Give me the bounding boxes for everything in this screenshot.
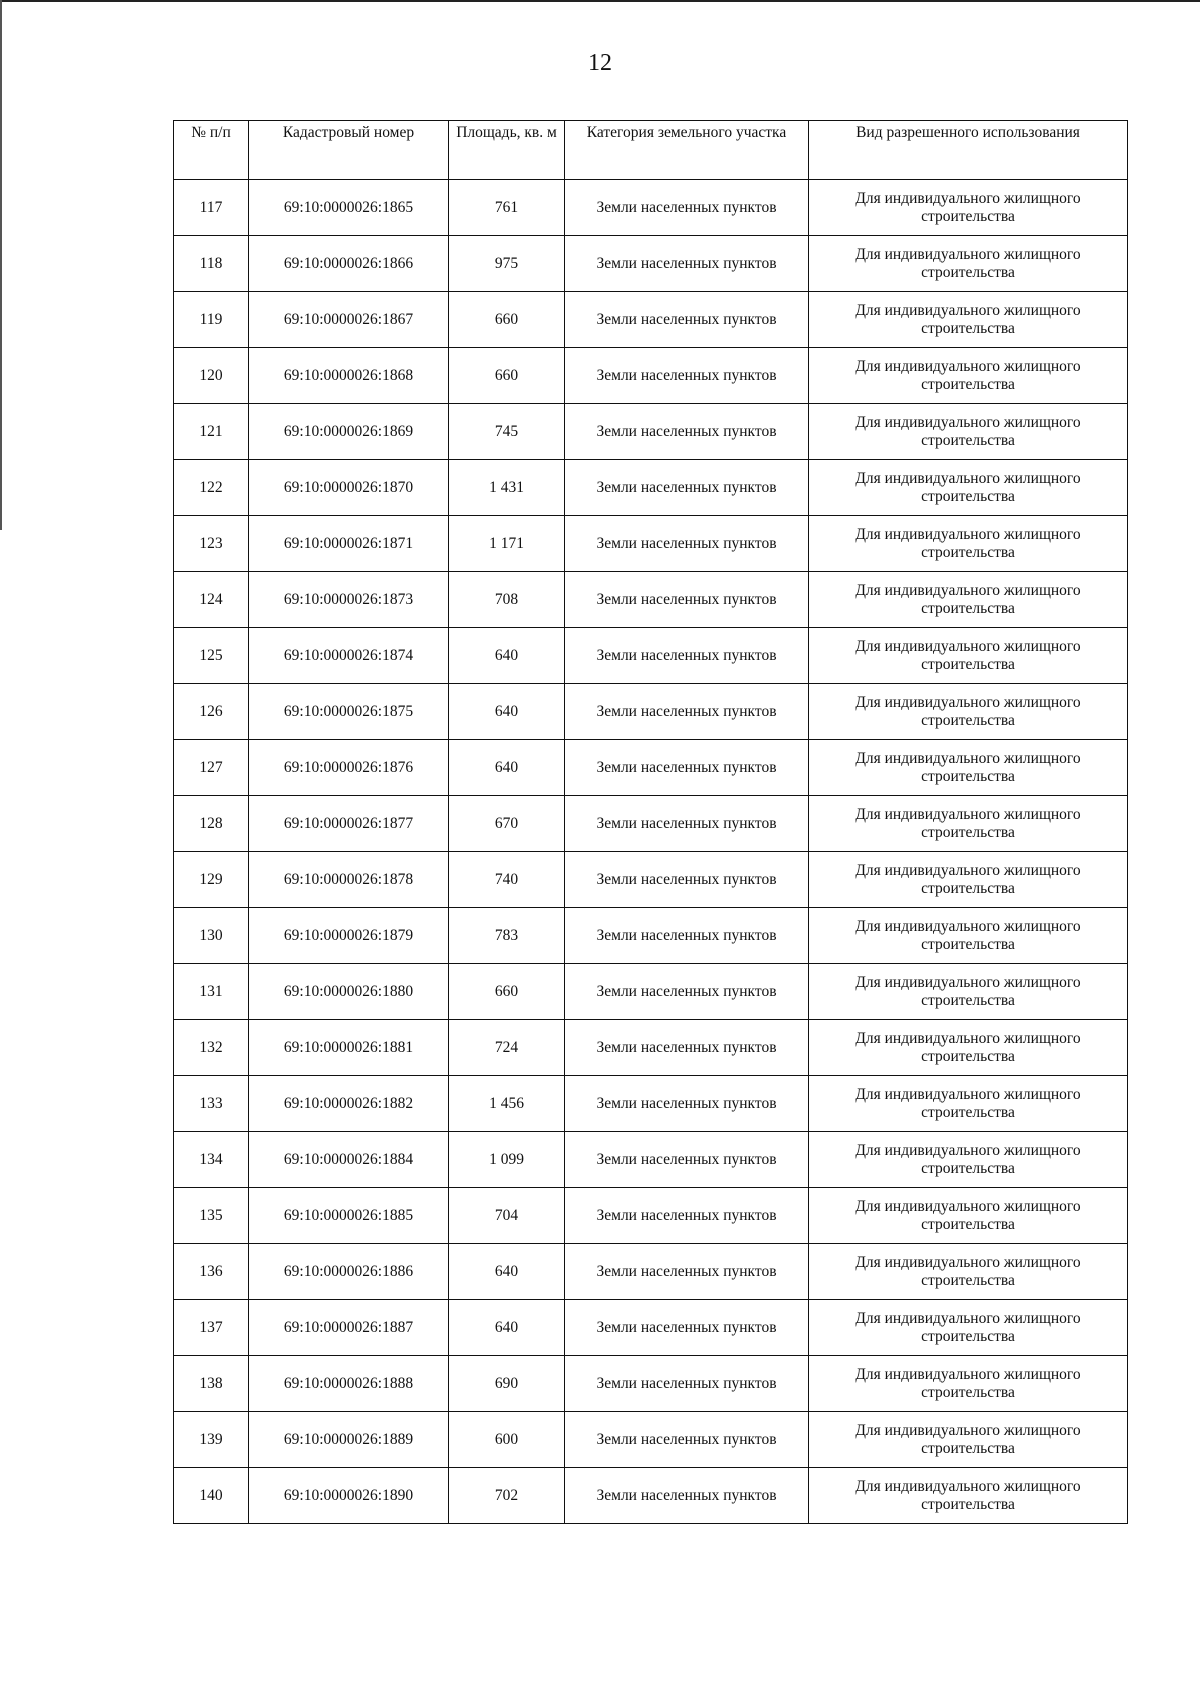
land-plots-table — [173, 120, 1128, 1524]
cell-area: 690 — [449, 1356, 565, 1412]
cell-num: 117 — [174, 180, 249, 236]
table-row — [174, 684, 1128, 740]
table-row — [174, 1356, 1128, 1412]
cell-num: 128 — [174, 796, 249, 852]
cell-cadastral-number: 69:10:0000026:1887 — [249, 1300, 449, 1356]
table-row — [174, 572, 1128, 628]
cell-area: 1 456 — [449, 1076, 565, 1132]
cell-category: Земли населенных пунктов — [565, 404, 809, 460]
top-edge-rule — [0, 0, 1200, 2]
cell-num: 129 — [174, 852, 249, 908]
cell-area: 640 — [449, 1244, 565, 1300]
cell-num: 138 — [174, 1356, 249, 1412]
cell-num: 134 — [174, 1132, 249, 1188]
header-cadastral: Кадастровый номер — [249, 121, 449, 180]
cell-num: 130 — [174, 908, 249, 964]
cell-cadastral-number: 69:10:0000026:1869 — [249, 404, 449, 460]
cell-num: 124 — [174, 572, 249, 628]
header-num: № п/п — [174, 121, 249, 180]
cell-area: 708 — [449, 572, 565, 628]
table-row — [174, 796, 1128, 852]
cell-category: Земли населенных пунктов — [565, 348, 809, 404]
cell-area: 600 — [449, 1412, 565, 1468]
cell-permitted-use: Для индивидуального жилищного строительства — [809, 1244, 1128, 1300]
cell-cadastral-number: 69:10:0000026:1879 — [249, 908, 449, 964]
cell-cadastral-number: 69:10:0000026:1871 — [249, 516, 449, 572]
cell-area: 640 — [449, 684, 565, 740]
cell-permitted-use: Для индивидуального жилищного строительства — [809, 348, 1128, 404]
cell-permitted-use: Для индивидуального жилищного строительства — [809, 740, 1128, 796]
cell-cadastral-number: 69:10:0000026:1867 — [249, 292, 449, 348]
table-row — [174, 180, 1128, 236]
page-number: 12 — [588, 50, 612, 76]
cell-category: Земли населенных пунктов — [565, 852, 809, 908]
cell-num: 123 — [174, 516, 249, 572]
cell-cadastral-number: 69:10:0000026:1882 — [249, 1076, 449, 1132]
cell-category: Земли населенных пунктов — [565, 908, 809, 964]
header-use: Вид разрешенного использования — [809, 121, 1128, 180]
cell-area: 704 — [449, 1188, 565, 1244]
cell-num: 132 — [174, 1020, 249, 1076]
cell-cadastral-number: 69:10:0000026:1877 — [249, 796, 449, 852]
table-row — [174, 740, 1128, 796]
cell-permitted-use: Для индивидуального жилищного строительства — [809, 572, 1128, 628]
table-row — [174, 628, 1128, 684]
cell-permitted-use: Для индивидуального жилищного строительства — [809, 180, 1128, 236]
cell-cadastral-number: 69:10:0000026:1865 — [249, 180, 449, 236]
cell-permitted-use: Для индивидуального жилищного строительства — [809, 908, 1128, 964]
cell-num: 137 — [174, 1300, 249, 1356]
table-row — [174, 1076, 1128, 1132]
cell-category: Земли населенных пунктов — [565, 1132, 809, 1188]
cell-area: 640 — [449, 628, 565, 684]
cell-cadastral-number: 69:10:0000026:1878 — [249, 852, 449, 908]
table-row — [174, 236, 1128, 292]
cell-num: 120 — [174, 348, 249, 404]
cell-permitted-use: Для индивидуального жилищного строительства — [809, 1300, 1128, 1356]
cell-area: 660 — [449, 348, 565, 404]
cell-num: 127 — [174, 740, 249, 796]
cell-permitted-use: Для индивидуального жилищного строительства — [809, 236, 1128, 292]
table-row — [174, 1188, 1128, 1244]
header-area: Площадь, кв. м — [449, 121, 565, 180]
cell-num: 119 — [174, 292, 249, 348]
cell-category: Земли населенных пунктов — [565, 1300, 809, 1356]
cell-area: 783 — [449, 908, 565, 964]
cell-num: 131 — [174, 964, 249, 1020]
cell-cadastral-number: 69:10:0000026:1888 — [249, 1356, 449, 1412]
table-row — [174, 1468, 1128, 1524]
cell-num: 125 — [174, 628, 249, 684]
cell-num: 136 — [174, 1244, 249, 1300]
cell-category: Земли населенных пунктов — [565, 572, 809, 628]
cell-area: 660 — [449, 964, 565, 1020]
cell-area: 724 — [449, 1020, 565, 1076]
cell-permitted-use: Для индивидуального жилищного строительства — [809, 1188, 1128, 1244]
cell-permitted-use: Для индивидуального жилищного строительства — [809, 1132, 1128, 1188]
cell-category: Земли населенных пунктов — [565, 1468, 809, 1524]
cell-area: 740 — [449, 852, 565, 908]
cell-cadastral-number: 69:10:0000026:1889 — [249, 1412, 449, 1468]
cell-category: Земли населенных пунктов — [565, 964, 809, 1020]
table-row — [174, 1020, 1128, 1076]
cell-area: 745 — [449, 404, 565, 460]
cell-cadastral-number: 69:10:0000026:1885 — [249, 1188, 449, 1244]
cell-category: Земли населенных пунктов — [565, 1356, 809, 1412]
cell-num: 133 — [174, 1076, 249, 1132]
table-body — [174, 180, 1128, 1524]
table-row — [174, 1300, 1128, 1356]
cell-num: 122 — [174, 460, 249, 516]
cell-num: 140 — [174, 1468, 249, 1524]
cell-cadastral-number: 69:10:0000026:1874 — [249, 628, 449, 684]
cell-permitted-use: Для индивидуального жилищного строительства — [809, 1412, 1128, 1468]
cell-category: Земли населенных пунктов — [565, 236, 809, 292]
cell-area: 640 — [449, 740, 565, 796]
cell-area: 761 — [449, 180, 565, 236]
table-row — [174, 516, 1128, 572]
cell-permitted-use: Для индивидуального жилищного строительства — [809, 1356, 1128, 1412]
header-row — [174, 121, 1128, 180]
cell-cadastral-number: 69:10:0000026:1868 — [249, 348, 449, 404]
cell-category: Земли населенных пунктов — [565, 796, 809, 852]
cell-permitted-use: Для индивидуального жилищного строительства — [809, 292, 1128, 348]
cell-permitted-use: Для индивидуального жилищного строительства — [809, 460, 1128, 516]
table-header — [174, 121, 1128, 180]
cell-cadastral-number: 69:10:0000026:1884 — [249, 1132, 449, 1188]
cell-category: Земли населенных пунктов — [565, 1244, 809, 1300]
header-category: Категория земельного участка — [565, 121, 809, 180]
table-row — [174, 404, 1128, 460]
cell-permitted-use: Для индивидуального жилищного строительства — [809, 1020, 1128, 1076]
cell-cadastral-number: 69:10:0000026:1875 — [249, 684, 449, 740]
cell-cadastral-number: 69:10:0000026:1881 — [249, 1020, 449, 1076]
cell-category: Земли населенных пунктов — [565, 1076, 809, 1132]
cell-cadastral-number: 69:10:0000026:1880 — [249, 964, 449, 1020]
cell-permitted-use: Для индивидуального жилищного строительства — [809, 404, 1128, 460]
cell-category: Земли населенных пунктов — [565, 1412, 809, 1468]
table-row — [174, 348, 1128, 404]
cell-area: 1 431 — [449, 460, 565, 516]
cell-num: 139 — [174, 1412, 249, 1468]
cell-area: 660 — [449, 292, 565, 348]
cell-area: 702 — [449, 1468, 565, 1524]
cell-category: Земли населенных пунктов — [565, 740, 809, 796]
cell-permitted-use: Для индивидуального жилищного строительства — [809, 516, 1128, 572]
cell-area: 1 099 — [449, 1132, 565, 1188]
cell-permitted-use: Для индивидуального жилищного строительства — [809, 852, 1128, 908]
cell-permitted-use: Для индивидуального жилищного строительства — [809, 964, 1128, 1020]
cell-cadastral-number: 69:10:0000026:1886 — [249, 1244, 449, 1300]
cell-permitted-use: Для индивидуального жилищного строительства — [809, 1468, 1128, 1524]
cell-num: 121 — [174, 404, 249, 460]
cell-area: 670 — [449, 796, 565, 852]
cell-area: 640 — [449, 1300, 565, 1356]
table-row — [174, 1132, 1128, 1188]
table-row — [174, 460, 1128, 516]
cell-cadastral-number: 69:10:0000026:1866 — [249, 236, 449, 292]
cell-permitted-use: Для индивидуального жилищного строительства — [809, 796, 1128, 852]
table-row — [174, 1412, 1128, 1468]
table-row — [174, 964, 1128, 1020]
cell-category: Земли населенных пунктов — [565, 460, 809, 516]
cell-cadastral-number: 69:10:0000026:1873 — [249, 572, 449, 628]
cell-permitted-use: Для индивидуального жилищного строительства — [809, 628, 1128, 684]
cell-category: Земли населенных пунктов — [565, 628, 809, 684]
cell-category: Земли населенных пунктов — [565, 684, 809, 740]
left-edge-rule — [0, 0, 2, 530]
cell-permitted-use: Для индивидуального жилищного строительства — [809, 1076, 1128, 1132]
cell-category: Земли населенных пунктов — [565, 1188, 809, 1244]
cell-cadastral-number: 69:10:0000026:1890 — [249, 1468, 449, 1524]
cell-cadastral-number: 69:10:0000026:1870 — [249, 460, 449, 516]
cell-category: Земли населенных пунктов — [565, 1020, 809, 1076]
cell-num: 118 — [174, 236, 249, 292]
table-row — [174, 908, 1128, 964]
cell-cadastral-number: 69:10:0000026:1876 — [249, 740, 449, 796]
cell-area: 1 171 — [449, 516, 565, 572]
cell-num: 126 — [174, 684, 249, 740]
cell-num: 135 — [174, 1188, 249, 1244]
cell-area: 975 — [449, 236, 565, 292]
table-row — [174, 852, 1128, 908]
cell-permitted-use: Для индивидуального жилищного строительства — [809, 684, 1128, 740]
cell-category: Земли населенных пунктов — [565, 292, 809, 348]
cell-category: Земли населенных пунктов — [565, 180, 809, 236]
table-row — [174, 1244, 1128, 1300]
table-row — [174, 292, 1128, 348]
cell-category: Земли населенных пунктов — [565, 516, 809, 572]
